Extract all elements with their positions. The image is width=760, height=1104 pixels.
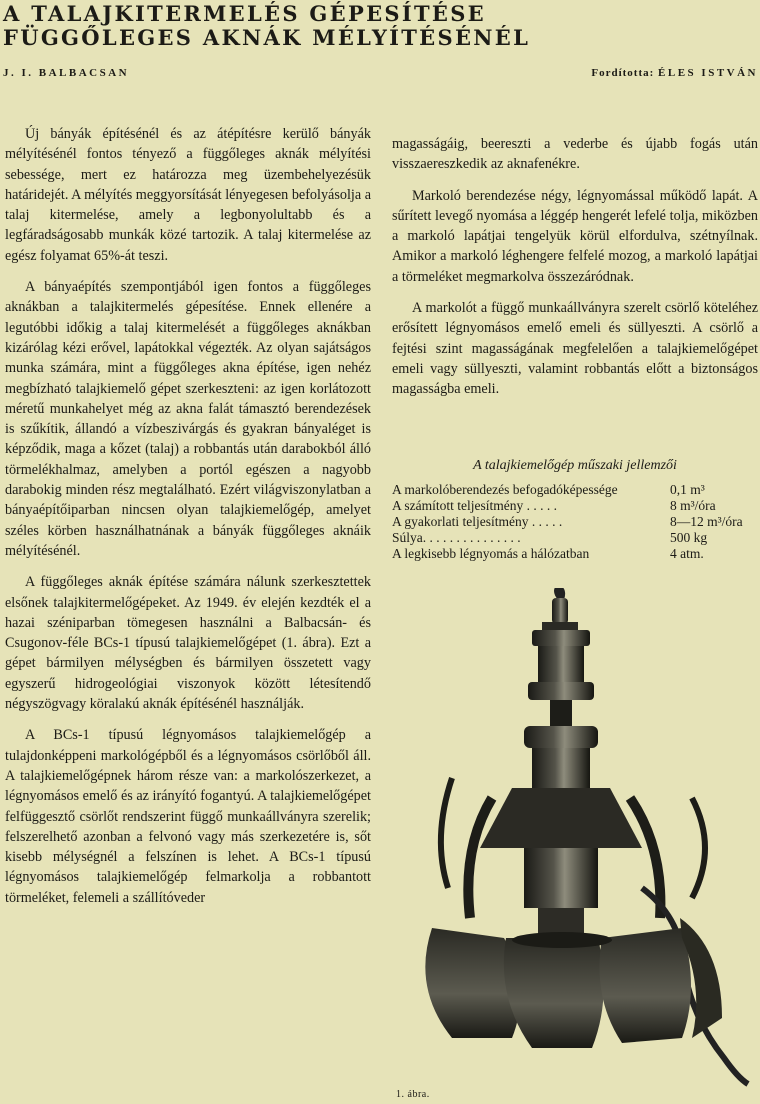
paragraph: Új bányák építésénél és az átépítésre kerülő bányák mélyítésénél fontos tényező a függőleges aknák mélyítési sebessége, mert ez határozza meg üzembehelyezésük határidejét. A mélyítés meggyorsítását lényegesen befolyásolja a talaj kitermelése, amely a legbonyolultabb és a legfáradságosabb munkák közé tartozik. A talaj kitermelése az egész folyamat 65%-át teszi. (5, 126, 371, 264)
left-column (5, 124, 371, 919)
title-line-2: FÜGGŐLEGES AKNÁK MÉLYÍTÉSÉNÉL (3, 25, 531, 50)
right-column (392, 134, 758, 411)
figure-caption: 1. ábra. (396, 1089, 430, 1100)
paragraph: A bányaépítés szempontjából igen fontos a függőleges aknákban a talajkitermelés gépesítése. Ennek ellenére a legutóbbi időkig a talaj kitermelését a függőleges aknákban kizárólag kézi erővel, lapátokkal végezték. Az olyan sajátságos munka számára, mint a függőleges akna építése, igen nehéz megbízható talajkiemelő gépet szerkeszteni: az igen korlátozott méretű munkahelyet még az akna falát támasztó berendezések is szűkítik, állandó a vízbeszivárgás és gyakran bányaléget is képződik, maga a kőzet (talaj) a robbantás után darabokból álló törmelékhalmaz, amelyben a portól egészen a nagyobb darabokig minden rész megtalálható. Ezért világviszonylatban a bányaépítőiparban nincsen olyan talajkiemelőgép, amelyet széles körben használhatnának a bányák függőleges aknáik mélyítésénél. (5, 279, 371, 559)
table-row (392, 498, 760, 514)
spec-label: A számított teljesítmény . . . . . (392, 498, 557, 513)
paragraph: magasságáig, beereszti a vederbe és újabb fogás után visszaereszkedik az aknafenékre. (392, 136, 758, 173)
grab-machine-illustration (392, 588, 760, 1088)
table-row (392, 530, 760, 546)
table-row (392, 482, 760, 498)
translator-label: Fordította: (591, 67, 655, 79)
spec-label: A gyakorlati teljesítmény . . . . . (392, 514, 563, 529)
paragraph: A függőleges aknák építése számára nálunk szerkesztettek elsőnek talajkitermelőgépeket. Az 1949. év elején kezdték el a hazai széniparban tömegesen használni a Balbacsán- és Csugonov-féle BCs-1 típusú talajkiemelőgépet (1. ábra). Ezt a gépet bármilyen mélységben és bármilyen összetett vagy egyszerű hidrogeológiai viszonyok között létesítendő négyszögvagy köralakú aknák építésénél használják. (5, 574, 371, 713)
spec-value: 8—12 m³/óra (670, 514, 743, 529)
translator (591, 67, 758, 79)
spec-label: A markolóberendezés befogadóképessége (392, 482, 618, 497)
table-row (392, 514, 760, 530)
paragraph: Markoló berendezése négy, légnyomással működő lapát. A sűrített levegő nyomása a léggép hengerét lefelé tolja, miközben a markoló lapátjai tengelyük körül elfordulva, szétnyílnak. Amikor a markoló léghengere felfelé mozog, a markoló lapátjai a törmeléket megmarkolva összezáródnak. (392, 187, 758, 285)
translator-name: ÉLES ISTVÁN (658, 67, 758, 79)
article-title (3, 2, 753, 50)
spec-value: 0,1 m³ (670, 482, 705, 497)
title-line-1: A TALAJKITERMELÉS GÉPESÍTÉSE (3, 1, 486, 26)
author: J. I. BALBACSAN (3, 67, 130, 79)
specs-title: A talajkiemelőgép műszaki jellemzői (473, 458, 677, 473)
spec-label: A legkisebb légnyomás a hálózatban (392, 546, 590, 561)
spec-value: 500 kg (670, 530, 708, 545)
paragraph: A markolót a függő munkaállványra szerelt csörlő köteléhez erősített légnyomásos emelő emeli és süllyeszti. A csörlő a fejtési szint magasságának megfelelően a talajkiemelőgépet emeli vagy süllyeszti, valamint robbantás előtt a biztonságos magasságba emeli. (392, 300, 758, 398)
spec-value: 4 atm. (670, 546, 704, 561)
paragraph: A BCs-1 típusú légnyomásos talajkiemelőgép a tulajdonképpeni markológépből és a légnyomásos csörlőből áll. A talajkiemelőgépnek három része van: a markolószerkezet, a légnyomásos emelő és az irányító fogantyú. A talajkiemelőgépet felfüggesztő csörlőt rendszerint függő munkaállványra szerelik; felszerelhető azonban a felvonó vagy más szerkezetére is, sőt kisebb mélységnél a felszínen is lehet. A BCs-1 típusú légnyomásos talajkiemelőgép felmarkolja a robbantott törmeléket, felemeli a szállítóveder (5, 727, 371, 906)
table-row (392, 546, 760, 562)
specs-table (392, 482, 760, 562)
spec-label: Súlya. . . . . . . . . . . . . . . (392, 530, 521, 545)
spec-value: 8 m³/óra (670, 498, 716, 513)
